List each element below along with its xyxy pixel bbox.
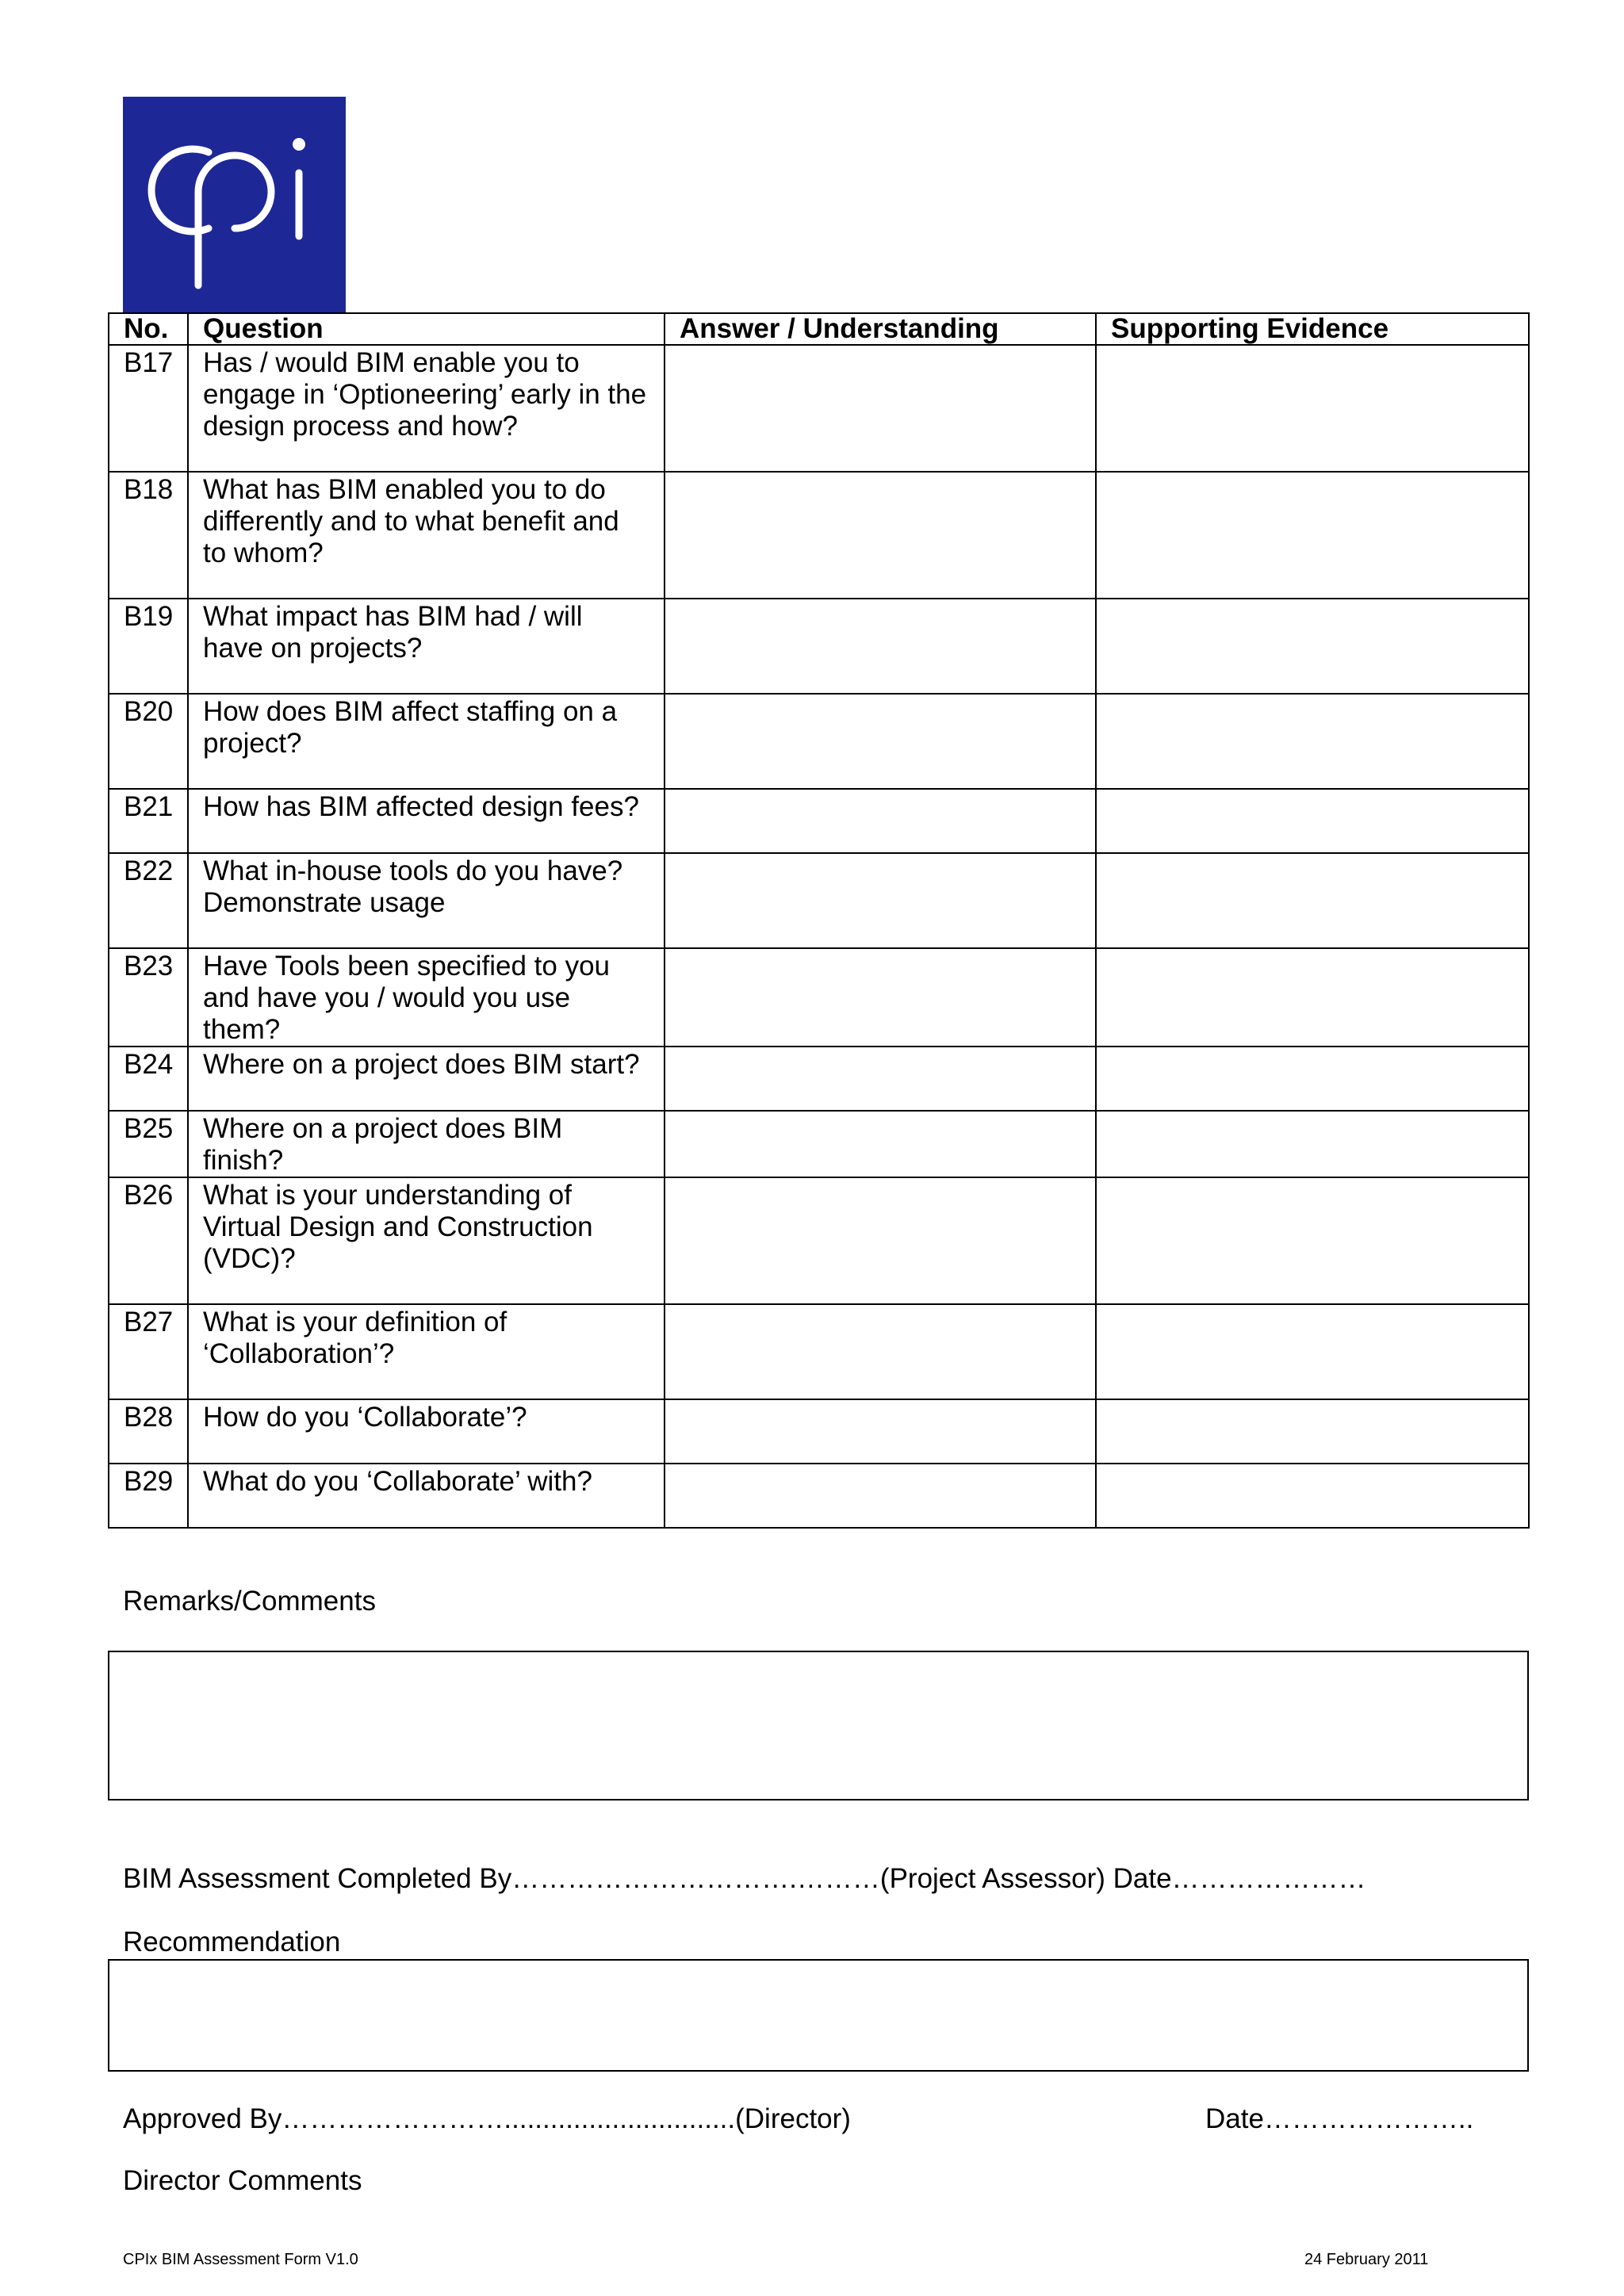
row-number: B22 [109,853,188,948]
approved-by-line: Approved By……………………..............................(Director) [123,2103,851,2134]
answer-cell[interactable] [665,694,1096,789]
table-row [109,345,1529,472]
footer-form-version: CPIx BIM Assessment Form V1.0 [123,2251,358,2268]
table-header-row [109,313,1529,345]
recommendation-label: Recommendation [123,1927,341,1957]
header-no: No. [109,313,188,345]
row-question: Has / would BIM enable you to engage in ‘Optioneering’ early in the design process and how? [188,345,665,472]
row-question: What impact has BIM had / will have on projects? [188,599,665,694]
evidence-cell[interactable] [1096,1399,1529,1464]
answer-cell[interactable] [665,345,1096,472]
row-question: Where on a project does BIM start? [188,1047,665,1111]
table-row [109,1111,1529,1177]
answer-cell[interactable] [665,472,1096,599]
completed-by-line: BIM Assessment Completed By………………………….………(Project Assessor) Date………………… [123,1863,1366,1894]
evidence-cell[interactable] [1096,694,1529,789]
row-number: B17 [109,345,188,472]
answer-cell[interactable] [665,1464,1096,1528]
table-row [109,1399,1529,1464]
row-question: What do you ‘Collaborate’ with? [188,1464,665,1528]
evidence-cell[interactable] [1096,1047,1529,1111]
table-row [109,599,1529,694]
cpi-logo-mark [123,97,346,312]
footer-date: 24 February 2011 [1304,2251,1429,2268]
assessment-table [108,312,1530,1529]
table-row [109,853,1529,948]
table-row [109,1464,1529,1528]
director-comments-label: Director Comments [123,2165,362,2196]
recommendation-box[interactable] [108,1959,1529,2072]
answer-cell[interactable] [665,1304,1096,1399]
answer-cell[interactable] [665,1047,1096,1111]
table-row [109,1047,1529,1111]
evidence-cell[interactable] [1096,789,1529,853]
remarks-box[interactable] [108,1651,1529,1800]
header-question: Question [188,313,665,345]
row-question: How do you ‘Collaborate’? [188,1399,665,1464]
table-row [109,1177,1529,1304]
row-question: What in-house tools do you have? Demonstrate usage [188,853,665,948]
header-evidence: Supporting Evidence [1096,313,1529,345]
evidence-cell[interactable] [1096,472,1529,599]
evidence-cell[interactable] [1096,1464,1529,1528]
answer-cell[interactable] [665,1111,1096,1177]
answer-cell[interactable] [665,1177,1096,1304]
row-question: How does BIM affect staffing on a project? [188,694,665,789]
row-number: B27 [109,1304,188,1399]
table-row [109,472,1529,599]
table-row [109,948,1529,1047]
row-question: What is your definition of ‘Collaboration’? [188,1304,665,1399]
row-question: What has BIM enabled you to do differently and to what benefit and to whom? [188,472,665,599]
row-number: B24 [109,1047,188,1111]
table-row [109,1304,1529,1399]
evidence-cell[interactable] [1096,1111,1529,1177]
header-answer: Answer / Understanding [665,313,1096,345]
answer-cell[interactable] [665,1399,1096,1464]
evidence-cell[interactable] [1096,1304,1529,1399]
row-question: Where on a project does BIM finish? [188,1111,665,1177]
remarks-label: Remarks/Comments [123,1586,376,1617]
row-number: B18 [109,472,188,599]
evidence-cell[interactable] [1096,853,1529,948]
answer-cell[interactable] [665,948,1096,1047]
table-row [109,789,1529,853]
row-number: B20 [109,694,188,789]
row-number: B28 [109,1399,188,1464]
answer-cell[interactable] [665,853,1096,948]
row-number: B23 [109,948,188,1047]
row-question: What is your understanding of Virtual Design and Construction (VDC)? [188,1177,665,1304]
row-number: B21 [109,789,188,853]
cpi-logo [123,97,346,312]
row-number: B29 [109,1464,188,1528]
approved-date-line: Date………………….. [1205,2103,1474,2134]
answer-cell[interactable] [665,789,1096,853]
row-number: B25 [109,1111,188,1177]
answer-cell[interactable] [665,599,1096,694]
evidence-cell[interactable] [1096,345,1529,472]
row-number: B19 [109,599,188,694]
evidence-cell[interactable] [1096,1177,1529,1304]
row-question: How has BIM affected design fees? [188,789,665,853]
row-question: Have Tools been specified to you and have you / would you use them? [188,948,665,1047]
row-number: B26 [109,1177,188,1304]
evidence-cell[interactable] [1096,599,1529,694]
evidence-cell[interactable] [1096,948,1529,1047]
table-row [109,694,1529,789]
